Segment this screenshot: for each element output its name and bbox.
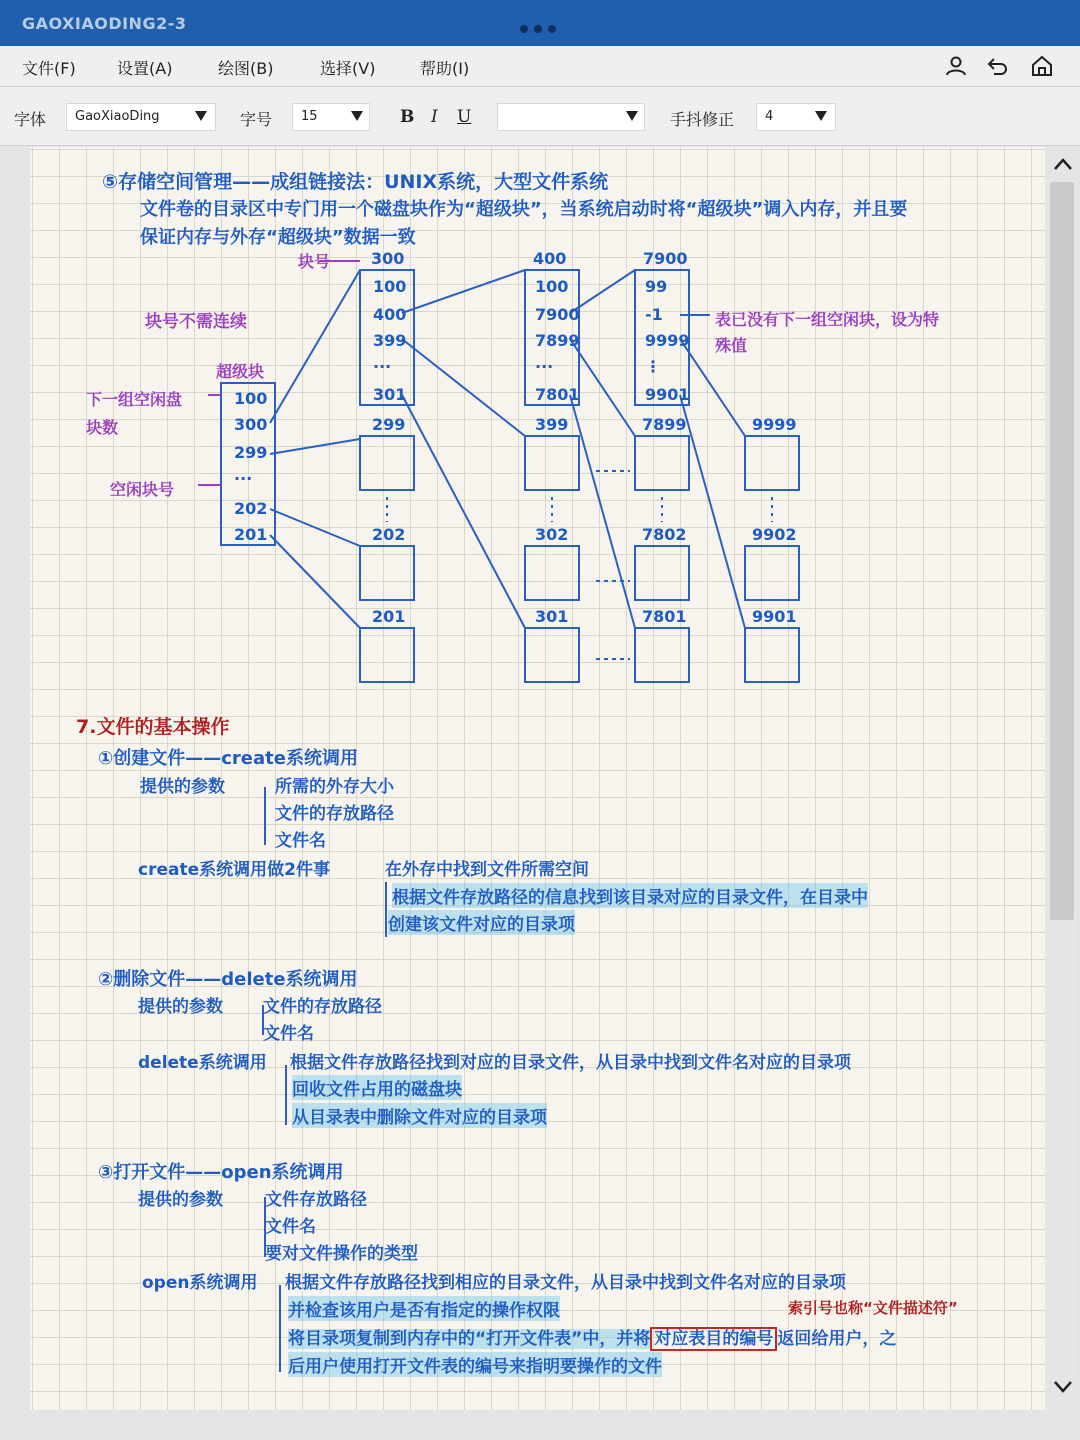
menu-settings[interactable]: 设置(A) (117, 59, 173, 78)
open-work-2: 并检查该用户是否有指定的操作权限 (288, 1296, 560, 1321)
delete-work-3: 从目录表中删除文件对应的目录项 (292, 1103, 547, 1128)
superblock-entry: 202 (234, 499, 268, 518)
open-work-3b: 对应表目的编号 (650, 1327, 777, 1351)
font-select[interactable]: GaoXiaoDing (66, 103, 216, 131)
menu-help[interactable]: 帮助(I) (420, 59, 470, 78)
open-work-3a: 将目录项复制到内存中的“打开文件表”中，并将 (288, 1329, 651, 1349)
superblock-entry: 299 (234, 443, 268, 462)
superblock-entry: 201 (234, 525, 268, 544)
g3-entry: 7900 (643, 249, 688, 268)
g1-entry: 301 (373, 385, 407, 404)
delete-param-path: 文件的存放路径 (263, 997, 382, 1017)
g3-entry: 99 (645, 277, 668, 296)
create-work-3: 创建该文件对应的目录项 (388, 910, 575, 935)
block-label: 302 (535, 525, 569, 544)
section7-title: 7.文件的基本操作 (76, 716, 230, 738)
size-select[interactable]: 15 (292, 103, 370, 131)
create-params-label: 提供的参数 (140, 777, 225, 797)
menu-draw[interactable]: 绘图(B) (218, 59, 274, 78)
g1-entry: 399 (373, 331, 407, 350)
superblock-entry: 300 (234, 415, 268, 434)
home-icon[interactable] (1030, 54, 1054, 78)
open-params-label: 提供的参数 (138, 1190, 223, 1210)
undo-icon[interactable] (986, 54, 1010, 78)
block-label: 7802 (642, 525, 687, 544)
superblock-entry: 100 (234, 389, 268, 408)
block-label: 201 (372, 607, 406, 626)
section5-line3: 保证内存与外存“超级块”数据一致 (140, 227, 416, 248)
delete-param-name: 文件名 (263, 1024, 314, 1044)
menu-select[interactable]: 选择(V) (320, 59, 376, 78)
label-superblock: 超级块 (216, 362, 265, 381)
scroll-up-icon[interactable] (1052, 155, 1074, 173)
scrollbar-thumb[interactable] (1050, 182, 1074, 920)
scroll-down-icon[interactable] (1052, 1378, 1074, 1396)
italic-button[interactable]: I (431, 107, 438, 127)
section5-title: ⑤存储空间管理——成组链接法：UNIX系统，大型文件系统 (102, 171, 609, 193)
section5-line2: 文件卷的目录区中专门用一个磁盘块作为“超级块”，当系统启动时将“超级块”调入内存，并且要 (140, 199, 908, 220)
create-param-size: 所需的外存大小 (275, 777, 394, 797)
g1-entry: 400 (373, 305, 407, 324)
g3-entry: -1 (645, 305, 663, 324)
delete-work-1: 根据文件存放路径找到对应的目录文件，从目录中找到文件名对应的目录项 (290, 1053, 851, 1073)
title-bar (0, 0, 1080, 46)
create-heading: ①创建文件——create系统调用 (98, 748, 358, 769)
size-label: 字号 (240, 110, 273, 129)
g3-entry: 9901 (645, 385, 690, 404)
block-label: 9902 (752, 525, 797, 544)
bold-button[interactable]: B (400, 107, 415, 127)
block-label: 399 (535, 415, 569, 434)
toolbar (0, 87, 1080, 146)
color-select[interactable] (497, 103, 645, 131)
correction-select[interactable]: 4 (756, 103, 836, 131)
g2-entry: 7900 (535, 305, 580, 324)
delete-work-2: 回收文件占用的磁盘块 (292, 1075, 462, 1100)
g1-entry: 300 (371, 249, 405, 268)
block-label: 7899 (642, 415, 687, 434)
window-title: GAOXIAODING2-3 (22, 14, 187, 33)
color-dropdown-icon[interactable] (626, 111, 638, 121)
correction-dropdown-icon[interactable] (815, 111, 827, 121)
create-work-1: 在外存中找到文件所需空间 (385, 860, 589, 880)
label-block-number: 块号 (298, 252, 331, 271)
more-options-icon[interactable] (520, 18, 562, 37)
open-heading: ③打开文件——open系统调用 (98, 1162, 344, 1183)
block-label: 7801 (642, 607, 687, 626)
g2-entry: 400 (533, 249, 567, 268)
create-work-2: 根据文件存放路径的信息找到该目录对应的目录文件，在目录中 (392, 883, 868, 908)
open-note-index: 索引号也称“文件描述符” (788, 1299, 958, 1317)
open-param-name: 文件名 (265, 1217, 316, 1237)
delete-heading: ②删除文件——delete系统调用 (98, 969, 358, 990)
g3-entry: ⋮ (645, 357, 661, 376)
open-param-path: 文件存放路径 (265, 1190, 367, 1210)
open-work-4: 后用户使用打开文件表的编号来指明要操作的文件 (288, 1352, 662, 1377)
g1-entry: ··· (373, 357, 392, 376)
block-label: 9999 (752, 415, 797, 434)
font-label: 字体 (14, 110, 47, 129)
underline-button[interactable]: U (457, 107, 472, 127)
font-dropdown-icon[interactable] (195, 111, 207, 121)
user-icon[interactable] (944, 54, 968, 78)
label-special-value-2: 殊值 (715, 336, 748, 355)
delete-work-label: delete系统调用 (138, 1053, 267, 1073)
note-canvas[interactable] (30, 147, 1045, 1410)
menu-bar (0, 46, 1080, 87)
open-work-3 (288, 1324, 896, 1349)
g2-entry: 7899 (535, 331, 580, 350)
g3-entry: 9999 (645, 331, 690, 350)
open-work-label: open系统调用 (142, 1273, 258, 1293)
block-label: 9901 (752, 607, 797, 626)
g2-entry: ··· (535, 357, 554, 376)
label-next-group-count-2: 块数 (86, 418, 119, 437)
create-param-path: 文件的存放路径 (275, 804, 394, 824)
label-noncontiguous: 块号不需连续 (145, 312, 247, 332)
delete-params-label: 提供的参数 (138, 997, 223, 1017)
open-work-1: 根据文件存放路径找到相应的目录文件，从目录中找到文件名对应的目录项 (285, 1273, 846, 1293)
superblock-entry: ··· (234, 469, 253, 488)
label-free-block-number: 空闲块号 (110, 480, 175, 499)
open-work-3c: 返回给用户，之 (777, 1329, 897, 1349)
create-work-label: create系统调用做2件事 (138, 860, 330, 880)
menu-file[interactable]: 文件(F) (22, 59, 76, 78)
label-special-value: 表已没有下一组空闲块，设为特 (715, 310, 940, 329)
size-dropdown-icon[interactable] (351, 111, 363, 121)
open-param-type: 要对文件操作的类型 (265, 1244, 418, 1264)
g2-entry: 100 (535, 277, 569, 296)
block-label: 299 (372, 415, 406, 434)
label-next-group-count: 下一组空闲盘 (86, 390, 183, 409)
block-label: 301 (535, 607, 569, 626)
g1-entry: 100 (373, 277, 407, 296)
create-param-name: 文件名 (275, 831, 326, 851)
correction-label: 手抖修正 (670, 110, 735, 129)
block-label: 202 (372, 525, 406, 544)
g2-entry: 7801 (535, 385, 580, 404)
